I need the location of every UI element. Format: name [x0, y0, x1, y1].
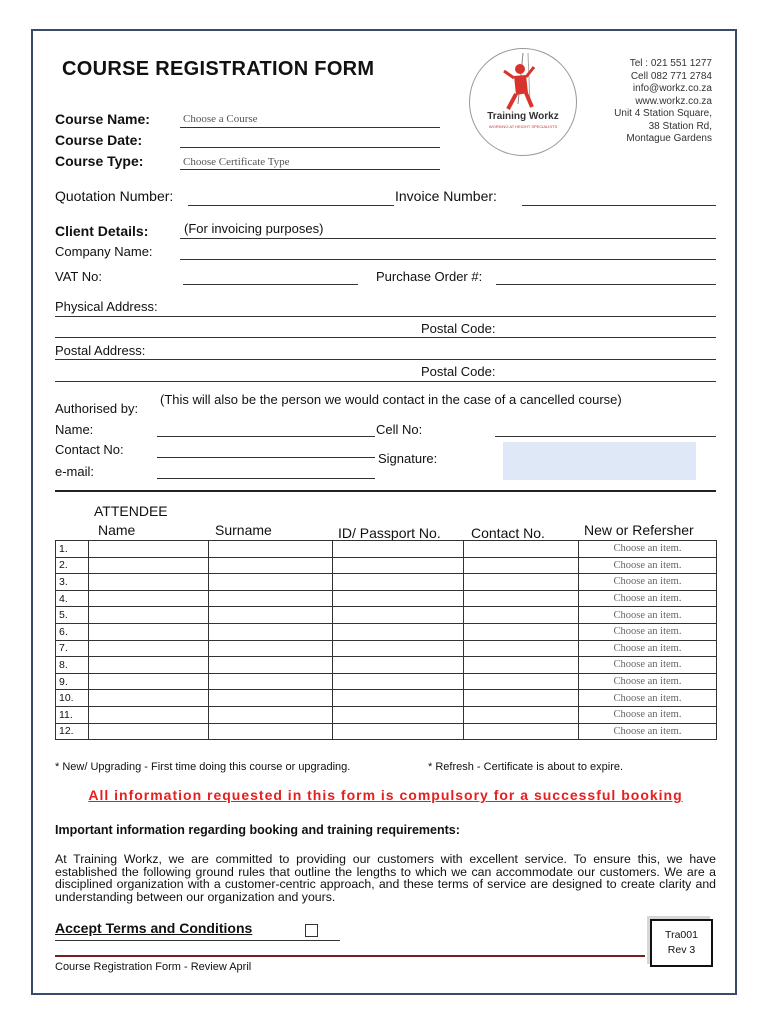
- row-number: 1.: [56, 541, 89, 558]
- client-details-line: [180, 238, 716, 239]
- table-row: [56, 723, 717, 740]
- contact-cell[interactable]: [464, 590, 579, 607]
- surname-cell[interactable]: [209, 607, 333, 624]
- revision-number: Rev 3: [667, 944, 696, 956]
- surname-cell[interactable]: [209, 590, 333, 607]
- new-or-refresher-dropdown[interactable]: Choose an item.: [579, 706, 717, 723]
- invoice-field[interactable]: [522, 205, 716, 206]
- course-name-dropdown[interactable]: Choose a Course: [183, 113, 258, 125]
- name-cell[interactable]: [89, 640, 209, 657]
- row-number: 6.: [56, 623, 89, 640]
- important-heading: Important information regarding booking and training requirements:: [55, 823, 460, 837]
- contact-cell: Cell 082 771 2784: [630, 70, 712, 82]
- row-number: 4.: [56, 590, 89, 607]
- new-or-refresher-dropdown[interactable]: Choose an item.: [579, 623, 717, 640]
- new-or-refresher-dropdown[interactable]: Choose an item.: [579, 723, 717, 740]
- name-label: Name:: [55, 422, 94, 437]
- name-cell[interactable]: [89, 557, 209, 574]
- table-row: [56, 690, 717, 707]
- contact-cell[interactable]: [464, 574, 579, 591]
- company-logo: [469, 48, 577, 156]
- email-label: e-mail:: [55, 464, 95, 479]
- name-field[interactable]: [157, 436, 375, 437]
- surname-cell[interactable]: [209, 690, 333, 707]
- revision-code: Tra001: [665, 929, 698, 941]
- id-cell[interactable]: [333, 723, 464, 740]
- surname-cell[interactable]: [209, 623, 333, 640]
- logo-tagline: WORKING AT HEIGHT SPECIALISTS: [488, 124, 558, 129]
- note-new: * New/ Upgrading - First time doing this course or upgrading.: [55, 761, 351, 773]
- postal-address-label: Postal Address:: [55, 343, 146, 358]
- physical-address-line-2[interactable]: [55, 337, 716, 338]
- surname-cell[interactable]: [209, 657, 333, 674]
- quotation-label: Quotation Number:: [55, 188, 174, 204]
- name-cell[interactable]: [89, 607, 209, 624]
- id-cell[interactable]: [333, 590, 464, 607]
- postal-address-line-2[interactable]: [55, 381, 716, 382]
- id-cell[interactable]: [333, 690, 464, 707]
- new-or-refresher-dropdown[interactable]: Choose an item.: [579, 541, 717, 558]
- table-row: [56, 657, 717, 674]
- contact-email: info@workz.co.za: [632, 83, 712, 94]
- physical-address-field[interactable]: [55, 316, 716, 317]
- course-type-dropdown[interactable]: Choose Certificate Type: [183, 156, 290, 168]
- contact-cell[interactable]: [464, 673, 579, 690]
- row-number: 5.: [56, 607, 89, 624]
- signature-box[interactable]: [503, 442, 696, 480]
- footer-text: Course Registration Form - Review April: [55, 961, 252, 973]
- contact-cell[interactable]: [464, 541, 579, 558]
- contact-web: www.workz.co.za: [635, 95, 712, 107]
- new-or-refresher-dropdown[interactable]: Choose an item.: [579, 607, 717, 624]
- note-refresh: * Refresh - Certificate is about to expire.: [428, 761, 624, 773]
- accept-terms-line: [55, 940, 340, 941]
- attendee-heading: ATTENDEE: [94, 503, 168, 519]
- accept-terms-checkbox[interactable]: [305, 924, 318, 937]
- id-cell[interactable]: [333, 541, 464, 558]
- accept-terms-label: Accept Terms and Conditions: [55, 920, 253, 936]
- surname-cell[interactable]: [209, 723, 333, 740]
- terms-paragraph: At Training Workz, we are committed to providing our customers with excellent service. To ensure this, we have established the following ground rules that outline the lengths to which we can accommodate our customers. We are a disciplined organization with a customer-centric approach, and these terms of service are designed to create clarity and understanding between our organization and yours.: [55, 852, 716, 904]
- purchase-order-label: Purchase Order #:: [376, 269, 483, 284]
- surname-cell[interactable]: [209, 574, 333, 591]
- name-cell[interactable]: [89, 706, 209, 723]
- cell-label: Cell No:: [376, 422, 423, 437]
- new-or-refresher-dropdown[interactable]: Choose an item.: [579, 590, 717, 607]
- col-contact: Contact No.: [471, 525, 545, 541]
- name-cell[interactable]: [89, 690, 209, 707]
- id-cell[interactable]: [333, 673, 464, 690]
- section-divider: [55, 490, 716, 492]
- course-date-field[interactable]: [180, 147, 440, 148]
- row-number: 10.: [56, 690, 89, 707]
- col-name: Name: [98, 522, 136, 538]
- id-cell[interactable]: [333, 706, 464, 723]
- contact-cell[interactable]: [464, 723, 579, 740]
- row-number: 3.: [56, 574, 89, 591]
- new-or-refresher-dropdown[interactable]: Choose an item.: [579, 657, 717, 674]
- table-row: [56, 541, 717, 558]
- table-row: [56, 673, 717, 690]
- table-row: [56, 623, 717, 640]
- new-or-refresher-dropdown[interactable]: Choose an item.: [579, 557, 717, 574]
- email-field[interactable]: [157, 478, 375, 479]
- vat-label: VAT No:: [55, 269, 102, 284]
- table-row: [56, 607, 717, 624]
- col-surname: Surname: [215, 522, 272, 538]
- contact-cell[interactable]: [464, 657, 579, 674]
- table-row: [56, 557, 717, 574]
- physical-address-label: Physical Address:: [55, 299, 158, 314]
- contact-cell[interactable]: [464, 640, 579, 657]
- id-cell[interactable]: [333, 574, 464, 591]
- purchase-order-field[interactable]: [496, 284, 716, 285]
- surname-cell[interactable]: [209, 706, 333, 723]
- revision-box: [650, 919, 713, 967]
- contact-cell[interactable]: [464, 557, 579, 574]
- id-cell[interactable]: [333, 607, 464, 624]
- id-cell[interactable]: [333, 557, 464, 574]
- client-details-title: Client Details:: [55, 223, 149, 239]
- surname-cell[interactable]: [209, 557, 333, 574]
- name-cell[interactable]: [89, 723, 209, 740]
- signature-label: Signature:: [378, 451, 438, 466]
- attendee-table: [55, 540, 717, 740]
- company-name-label: Company Name:: [55, 244, 153, 259]
- contact-address-2: 38 Station Rd,: [648, 120, 712, 132]
- authorised-note: (This will also be the person we would contact in the case of a cancelled course): [160, 392, 622, 407]
- contact-address-1: Unit 4 Station Square,: [614, 108, 712, 119]
- col-id: ID/ Passport No.: [338, 525, 441, 541]
- table-row: [56, 590, 717, 607]
- contact-address-3: Montague Gardens: [626, 133, 712, 144]
- postal-code-label-2: Postal Code:: [421, 364, 496, 379]
- footer-rule: [55, 955, 645, 957]
- contact-details: [580, 58, 712, 146]
- vat-field[interactable]: [183, 284, 358, 285]
- new-or-refresher-dropdown[interactable]: Choose an item.: [579, 574, 717, 591]
- table-row: [56, 574, 717, 591]
- cell-field[interactable]: [495, 436, 716, 437]
- client-details-note: (For invoicing purposes): [184, 221, 324, 236]
- postal-address-field[interactable]: [55, 359, 716, 360]
- name-cell[interactable]: [89, 623, 209, 640]
- course-name-line: [180, 127, 440, 128]
- row-number: 7.: [56, 640, 89, 657]
- contact-cell[interactable]: [464, 706, 579, 723]
- contact-phone: Tel : 021 551 1277: [629, 58, 712, 69]
- id-cell[interactable]: [333, 657, 464, 674]
- row-number: 12.: [56, 723, 89, 740]
- contact-cell[interactable]: [464, 690, 579, 707]
- climber-icon: [470, 49, 576, 155]
- name-cell[interactable]: [89, 541, 209, 558]
- row-number: 9.: [56, 673, 89, 690]
- name-cell[interactable]: [89, 673, 209, 690]
- quotation-field[interactable]: [188, 205, 394, 206]
- surname-cell[interactable]: [209, 541, 333, 558]
- surname-cell[interactable]: [209, 673, 333, 690]
- logo-text: Training Workz: [487, 111, 559, 122]
- new-or-refresher-dropdown[interactable]: Choose an item.: [579, 673, 717, 690]
- table-row: [56, 640, 717, 657]
- surname-cell[interactable]: [209, 640, 333, 657]
- company-name-field[interactable]: [180, 259, 716, 260]
- name-cell[interactable]: [89, 657, 209, 674]
- page-title: COURSE REGISTRATION FORM: [62, 58, 375, 80]
- id-cell[interactable]: [333, 623, 464, 640]
- contact-no-label: Contact No:: [55, 442, 124, 457]
- contact-cell[interactable]: [464, 607, 579, 624]
- row-number: 2.: [56, 557, 89, 574]
- postal-code-label: Postal Code:: [421, 321, 496, 336]
- course-type-line: [180, 169, 440, 170]
- name-cell[interactable]: [89, 590, 209, 607]
- new-or-refresher-dropdown[interactable]: Choose an item.: [579, 640, 717, 657]
- name-cell[interactable]: [89, 574, 209, 591]
- table-row: [56, 706, 717, 723]
- course-type-label: Course Type:: [55, 153, 144, 169]
- row-number: 11.: [56, 706, 89, 723]
- col-type: New or Refersher: [584, 522, 694, 538]
- invoice-label: Invoice Number:: [395, 188, 497, 204]
- contact-no-field[interactable]: [157, 457, 375, 458]
- course-date-label: Course Date:: [55, 132, 143, 148]
- course-name-label: Course Name:: [55, 111, 150, 127]
- row-number: 8.: [56, 657, 89, 674]
- authorised-label: Authorised by:: [55, 401, 139, 416]
- new-or-refresher-dropdown[interactable]: Choose an item.: [579, 690, 717, 707]
- id-cell[interactable]: [333, 640, 464, 657]
- contact-cell[interactable]: [464, 623, 579, 640]
- compulsory-notice: All information requested in this form is compulsory for a successful booking: [88, 787, 683, 803]
